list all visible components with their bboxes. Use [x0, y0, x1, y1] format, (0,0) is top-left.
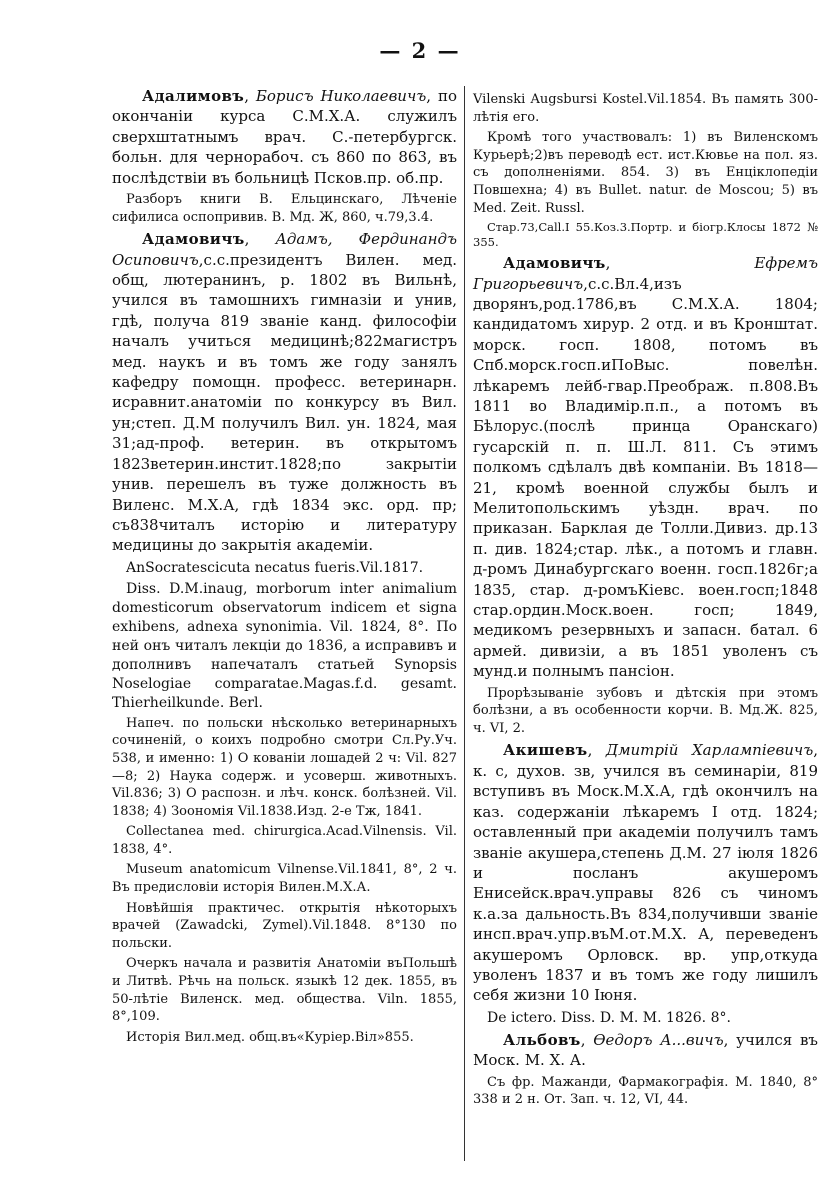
entry-surname: Адамовичъ — [142, 230, 245, 249]
bibliography-item: Diss. D.M.inaug, morborum inter animalium domesticorum observatorum indicem et signa exhibens, adnexa synonimia. Vil. 1824, 8°. По ней онъ читалъ лекціи до 1836, а исправивъ и дополнивъ напечаталъ статьей Synopsis Noselogiae comparatae.Magas.f.d. gesamt. Thierheilkunde. Berl. — [112, 580, 457, 711]
bibliography-item: Съ фр. Мажанди, Фармакографія. М. 1840, 8° 338 и 2 н. От. Зап. ч. 12, VI, 44. — [473, 1074, 818, 1108]
entry-note: Разборъ книги В. Ельцинскаго, Лѣченіе сифилиса оспопривив. В. Мд. Ж, 860, ч.79,3.4. — [112, 192, 457, 225]
entry-body: ,с.с.президентъ Вилен. мед. общ, лютеранинъ, р. 1802 въ Вильнѣ, учился въ тамошнихъ гимназіи и унив, гдѣ, получа 819 званіе канд. философіи началъ учиться медицинѣ;822магистръ мед. наукъ и въ томъ же году занялъ кафедру помощн. професс. ветеринарн. исравнит.анатоміи по конкурсу въ Вил. ун;степ. Д.М получилъ Вил. ун. 1824, мая 31;ад-проф. ветерин. въ открытомъ 1823ветерин.инстит.1828;по закрытіи унив. перешелъ въ туже должность въ Виленс. М.Х.А, гдѣ 1834 экс. орд. пр; съ838читалъ исторію и литературу медицины до закрытія академіи. — [112, 250, 457, 555]
entry-given-name: Борисъ Николаевичъ — [255, 87, 427, 105]
entry-albov: Альбовъ, Ѳедоръ А...вичъ, учился въ Моск. М. Х. А. — [473, 1030, 818, 1070]
entry-given-name: Ефремъ Григорьевичъ — [473, 254, 818, 293]
entry-surname: Адамовичъ — [503, 254, 606, 273]
bibliography-item: Очеркъ начала и развитія Анатоміи въПольшѣ и Литвѣ. Рѣчь на польск. языкѣ 12 дек. 1855, въ 50-лѣтіе Виленск. мед. общества. Viln. 1855, 8°,109. — [112, 956, 457, 1025]
bibliography-item: De ictero. Diss. D. M. M. 1826. 8°. — [487, 1009, 731, 1026]
entry-given-name: Ѳедоръ А...вичъ — [593, 1030, 724, 1049]
bibliography-item: Vilenski Augsbursi Kostel.Vil.1854. Въ память 300-лѣтія его. — [473, 92, 818, 125]
left-column — [112, 86, 457, 1049]
entry-body: , к. с, духов. зв, учился въ семинаріи, 819 вступивъ въ Моск.М.Х.А, гдѣ окончилъ на каз. содержаніи лѣкаремъ I отд. 1824; оставленный при академіи получилъ тамъ званіе акушера,степень Д.М. 27 іюля 1826 и посланъ акушеромъ Енисейск.врач.управы 826 съ чиномъ к.а.за дальность.Въ 834,получивши званіе инсп.врач.упр.въМ.от.М.Х. А, переведенъ акушеромъ Орловск. вр. упр,откуда уволенъ 1837 и въ томъ же году лишилъ себя жизни 10 Іюня. — [473, 741, 818, 1005]
bibliography-item: Новѣйшія практичес. открытія нѣкоторыхъ врачей (Zawadcki, Zymel).Vil.1848. 8°130 по польски. — [112, 900, 457, 951]
bibliography-item: Исторія Вил.мед. общ.въ«Куріер.Віл»855. — [126, 1029, 414, 1045]
bibliography-item: Напеч. по польски нѣсколько ветеринарныхъ сочиненій, о коихъ подробно смотри Сл.Ру.Уч. 538, и именно: 1) О кованіи лошадей 2 ч: Vil. 827—8; 2) Наука содерж. и усоверш. животныхъ. Vil.836; 3) О распозн. и лѣч. конск. болѣзней. Vil. 1838; 4) Зоономія Vil.1838.Изд. 2-е Тж, 1841. — [112, 715, 457, 819]
source-reference: Стар.73,Call.I 55.Коз.3.Портр. и біогр.Клосы 1872 № 355. — [473, 220, 818, 250]
entry-adamovich-adam: Адамовичъ, Адамъ, Фердинандъ Осиповичъ,с.с.президентъ Вилен. мед. общ, лютеранинъ, р. 1802 въ Вильнѣ, учился въ тамошнихъ гимназіи и унив, гдѣ, получа 819 званіе канд. философіи началъ учиться медицинѣ;822магистръ мед. наукъ и въ томъ же году занялъ кафедру помощн. професс. ветеринарн. исравнит.анатоміи по конкурсу въ Вил. ун;степ. Д.М получилъ Вил. ун. 1824, мая 31;ад-проф. ветерин. въ открытомъ 1823ветерин.инстит.1828;по закрытіи унив. перешелъ въ туже должность въ Виленс. М.Х.А, гдѣ 1834 экс. орд. пр; съ838читалъ исторію и литературу медицины до закрытія академіи. — [112, 230, 457, 555]
entry-akishev: Акишевъ, Дмитрій Харлампіевичъ, к. с, духов. зв, учился въ семинаріи, 819 вступивъ въ Моск.М.Х.А, гдѣ окончилъ на каз. содержаніи лѣкаремъ I отд. 1824; оставленный при академіи получилъ тамъ званіе акушера,степень Д.М. 27 іюля 1826 и посланъ акушеромъ Енисейск.врач.управы 826 съ чиномъ к.а.за дальность.Въ 834,получивши званіе инсп.врач.упр.въМ.от.М.Х. А, переведенъ акушеромъ Орловск. вр. упр,откуда уволенъ 1837 и въ томъ же году лишилъ себя жизни 10 Іюня. — [473, 741, 818, 1005]
entry-given-name: Дмитрій Харлампіевичъ — [605, 741, 814, 760]
entry-adamovich-efrem: Адамовичъ, Ефремъ Григорьевичъ,с.с.Вл.4,изъ дворянъ,род.1786,въ С.М.Х.А. 1804; кандидатомъ хирур. 2 отд. и въ Кронштат. морск. госп. 1808, потомъ въ Спб.морск.госп.иПоВыс. повелѣн. лѣкаремъ лейб-гвар.Преображ. п.808.Въ 1811 во Владимір.п.п., а потомъ въ Бѣлорус.(послѣ принца Оранскаго) гусарскій п. п. Ш.Л. 811. Съ этимъ полкомъ сдѣлалъ двѣ компаніи. Въ 1818—21, кромѣ военной службы былъ и Мелитопольскимъ уѣздн. врач. по приказан. Барклая де Толли.Дивиз. др.13 п. див. 1824;стар. лѣк., а потомъ и главн. д-ромъ Динабургскаго военн. госп.1826г;а 1835, стар. д-ромъКіевс. воен.госп;1848 стар.ордин.Моск.воен. госп; 1849, медикомъ резервныхъ и запасн. батал. 6 армей. дивизіи, а въ 1851 уволенъ съ мунд.и полнымъ пансіон. — [473, 254, 818, 681]
entry-surname: Акишевъ — [503, 741, 588, 760]
bibliography-item: Museum anatomicum Vilnense.Vil.1841, 8°, 2 ч. Въ предисловіи исторія Вилен.М.Х.А. — [112, 862, 457, 896]
entry-adalimov: Адалимовъ, Борисъ Николаевичъ, по окончаніи курса С.М.Х.А. служилъ сверхштатнымъ врач. С.-петербургск. больн. для чернорабоч. съ 860 по 863, въ послѣдствіи въ больницѣ Псков.пр. об.пр. — [112, 87, 457, 187]
entry-body: , учился въ Моск. М. Х. А. — [473, 1030, 818, 1070]
bibliography-item: Прорѣзываніе зубовъ и дѣтскія при этомъ болѣзни, а въ особенности корчи. В. Мд.Ж. 825, ч. VI, 2. — [473, 685, 818, 736]
entry-body: ,с.с.Вл.4,изъ дворянъ,род.1786,въ С.М.Х.А. 1804; кандидатомъ хирур. 2 отд. и въ Кронштат. морск. госп. 1808, потомъ въ Спб.морск.госп.иПоВыс. повелѣн. лѣкаремъ лейб-гвар.Преображ. п.808.Въ 1811 во Владимір.п.п., а потомъ въ Бѣлорус.(послѣ принца Оранскаго) гусарскій п. п. Ш.Л. 811. Съ этимъ полкомъ сдѣлалъ двѣ компаніи. Въ 1818—21, кромѣ военной службы былъ и Мелитопольскимъ уѣздн. врач. по приказан. Барклая де Толли.Дивиз. др.13 п. див. 1824;стар. лѣк., а потомъ и главн. д-ромъ Динабургскаго военн. госп.1826г;а 1835, стар. д-ромъКіевс. воен.госп;1848 стар.ордин.Моск.воен. госп; 1849, медикомъ резервныхъ и запасн. батал. 6 армей. дивизіи, а въ 1851 уволенъ съ мунд.и полнымъ пансіон. — [473, 274, 818, 681]
bibliography-item: Collectanea med. chirurgica.Acad.Vilnensis. Vil. 1838, 4°. — [112, 824, 457, 857]
entry-body: , по окончаніи курса С.М.Х.А. служилъ сверхштатнымъ врач. С.-петербургск. больн. для чернорабоч. съ 860 по 863, въ послѣдствіи въ больницѣ Псков.пр. об.пр. — [112, 87, 457, 187]
entry-surname: Альбовъ — [503, 1030, 581, 1049]
column-divider — [464, 86, 465, 1161]
right-column — [473, 91, 818, 1112]
entry-surname: Адалимовъ — [142, 87, 245, 105]
bibliography-item: Кромѣ того участвовалъ: 1) въ Виленскомъ Курьерѣ;2)въ переводѣ ест. ист.Кювье на пол. яз. съ дополненіями. 854. 3) въ Енціклопедіи Повшехна; 4) въ Bullet. natur. de Moscou; 5) въ Med. Zeit. Russl. — [473, 130, 818, 216]
page-number: — 2 — — [379, 38, 461, 63]
entry-given-name: Адамъ, Фердинандъ Осиповичъ — [112, 230, 457, 269]
bibliography-item: AnSocratescicuta necatus fueris.Vil.1817. — [126, 559, 424, 576]
